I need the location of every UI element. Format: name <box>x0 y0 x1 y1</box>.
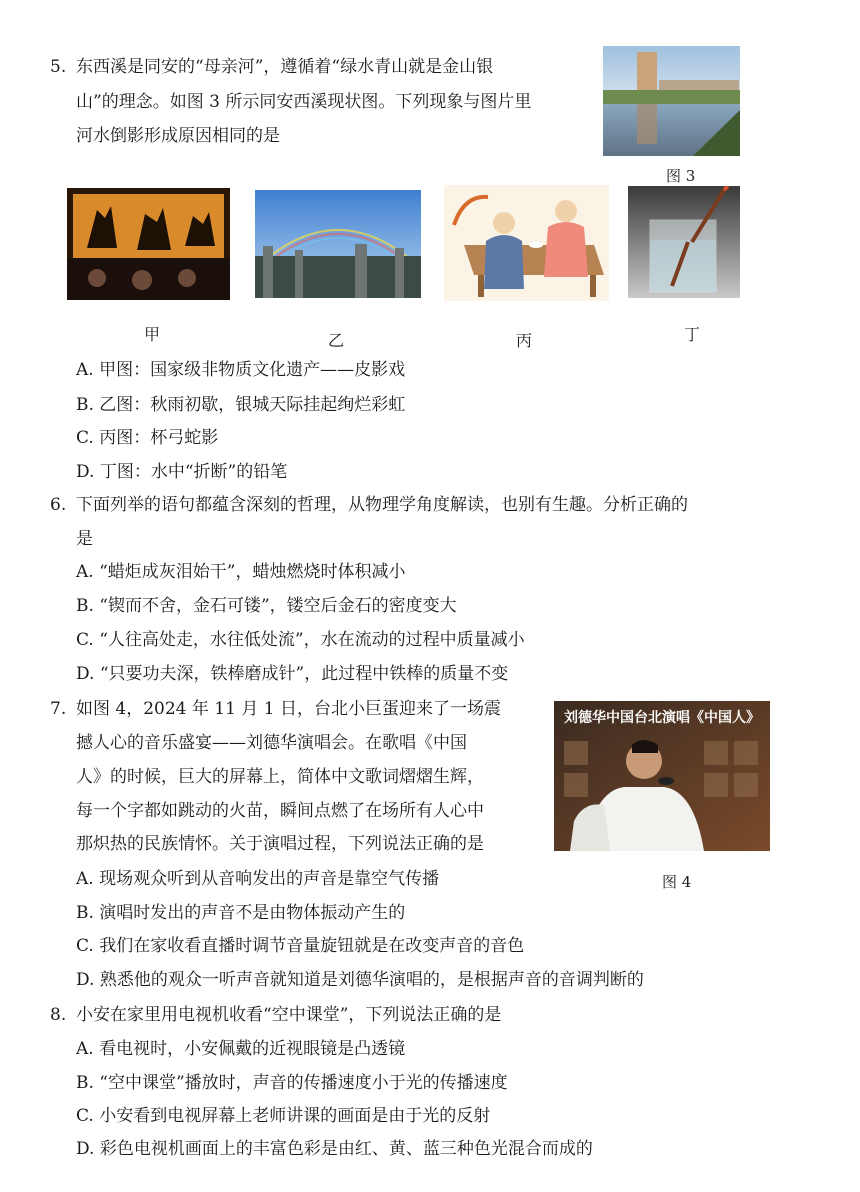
q5-option-d: D. 丁图：水中“折断”的铅笔 <box>76 462 288 482</box>
figure-4-banner-text: 刘德华中国台北演唱《中国人》 <box>564 710 760 726</box>
q5-stem-line-1: 东西溪是同安的“母亲河”，遵循着“绿水青山就是金山银 <box>76 57 494 77</box>
q8-number: 8. <box>50 1005 67 1025</box>
image-ding-pencil-in-water <box>628 186 740 298</box>
q6-option-a: A. “蜡炬成灰泪始干”，蜡烛燃烧时体积减小 <box>76 562 406 582</box>
q6-number: 6. <box>50 495 67 515</box>
q7-option-a: A. 现场观众听到从音响发出的声音是靠空气传播 <box>76 869 440 889</box>
q5-option-a: A. 甲图：国家级非物质文化遗产——皮影戏 <box>76 360 406 380</box>
figure-4-caption: 图 4 <box>662 873 692 891</box>
q7-stem-line-3: 人》的时候，巨大的屏幕上，简体中文歌词熠熠生辉， <box>76 767 484 787</box>
image-bing-bow-reflection-story <box>444 185 609 301</box>
q7-stem-line-5: 那炽热的民族情怀。关于演唱过程，下列说法正确的是 <box>76 834 484 854</box>
q6-option-b: B. “锲而不舍，金石可镂”，镂空后金石的密度变大 <box>76 596 457 616</box>
figure-3-caption: 图 3 <box>666 167 696 185</box>
q6-option-c: C. “人往高处走，水往低处流”，水在流动的过程中质量减小 <box>76 630 525 650</box>
q5-option-b: B. 乙图：秋雨初歇，银城天际挂起绚烂彩虹 <box>76 395 406 415</box>
figure-3-river-photo <box>603 46 740 156</box>
q7-stem-line-4: 每一个字都如跳动的火苗，瞬间点燃了在场所有人心中 <box>76 801 484 821</box>
q6-stem-line-1: 下面列举的语句都蕴含深刻的哲理，从物理学角度解读，也别有生趣。分析正确的 <box>76 495 688 515</box>
q7-stem-line-1: 如图 4，2024 年 11 月 1 日，台北小巨蛋迎来了一场震 <box>76 699 501 719</box>
image-label-yi: 乙 <box>328 331 345 350</box>
figure-4-concert-photo <box>554 701 770 851</box>
q7-option-c: C. 我们在家收看直播时调节音量旋钮就是在改变声音的音色 <box>76 936 525 956</box>
q7-number: 7. <box>50 699 67 719</box>
image-label-ding: 丁 <box>684 325 701 344</box>
q8-option-b: B. “空中课堂”播放时，声音的传播速度小于光的传播速度 <box>76 1073 508 1093</box>
q7-option-d: D. 熟悉他的观众一听声音就知道是刘德华演唱的，是根据声音的音调判断的 <box>76 970 644 990</box>
q6-option-d: D. “只要功夫深，铁棒磨成针”，此过程中铁棒的质量不变 <box>76 664 509 684</box>
q8-stem-line-1: 小安在家里用电视机收看“空中课堂”，下列说法正确的是 <box>76 1005 502 1025</box>
image-label-jia: 甲 <box>144 325 161 344</box>
q6-stem-line-2: 是 <box>76 529 93 549</box>
q5-stem-line-3: 河水倒影形成原因相同的是 <box>76 126 280 146</box>
q8-option-c: C. 小安看到电视屏幕上老师讲课的画面是由于光的反射 <box>76 1106 491 1126</box>
image-jia-shadow-puppetry <box>67 188 230 300</box>
q5-stem-line-2: 山”的理念。如图 3 所示同安西溪现状图。下列现象与图片里 <box>76 92 532 112</box>
q5-option-c: C. 丙图：杯弓蛇影 <box>76 428 219 448</box>
image-label-bing: 丙 <box>516 331 533 350</box>
q5-number: 5. <box>50 57 67 77</box>
image-yi-rainbow-city <box>255 190 421 298</box>
q8-option-d: D. 彩色电视机画面上的丰富色彩是由红、黄、蓝三种色光混合而成的 <box>76 1139 593 1159</box>
q7-stem-line-2: 撼人心的音乐盛宴——刘德华演唱会。在歌唱《中国 <box>76 733 467 753</box>
q7-option-b: B. 演唱时发出的声音不是由物体振动产生的 <box>76 903 406 923</box>
q8-option-a: A. 看电视时，小安佩戴的近视眼镜是凸透镜 <box>76 1039 406 1059</box>
